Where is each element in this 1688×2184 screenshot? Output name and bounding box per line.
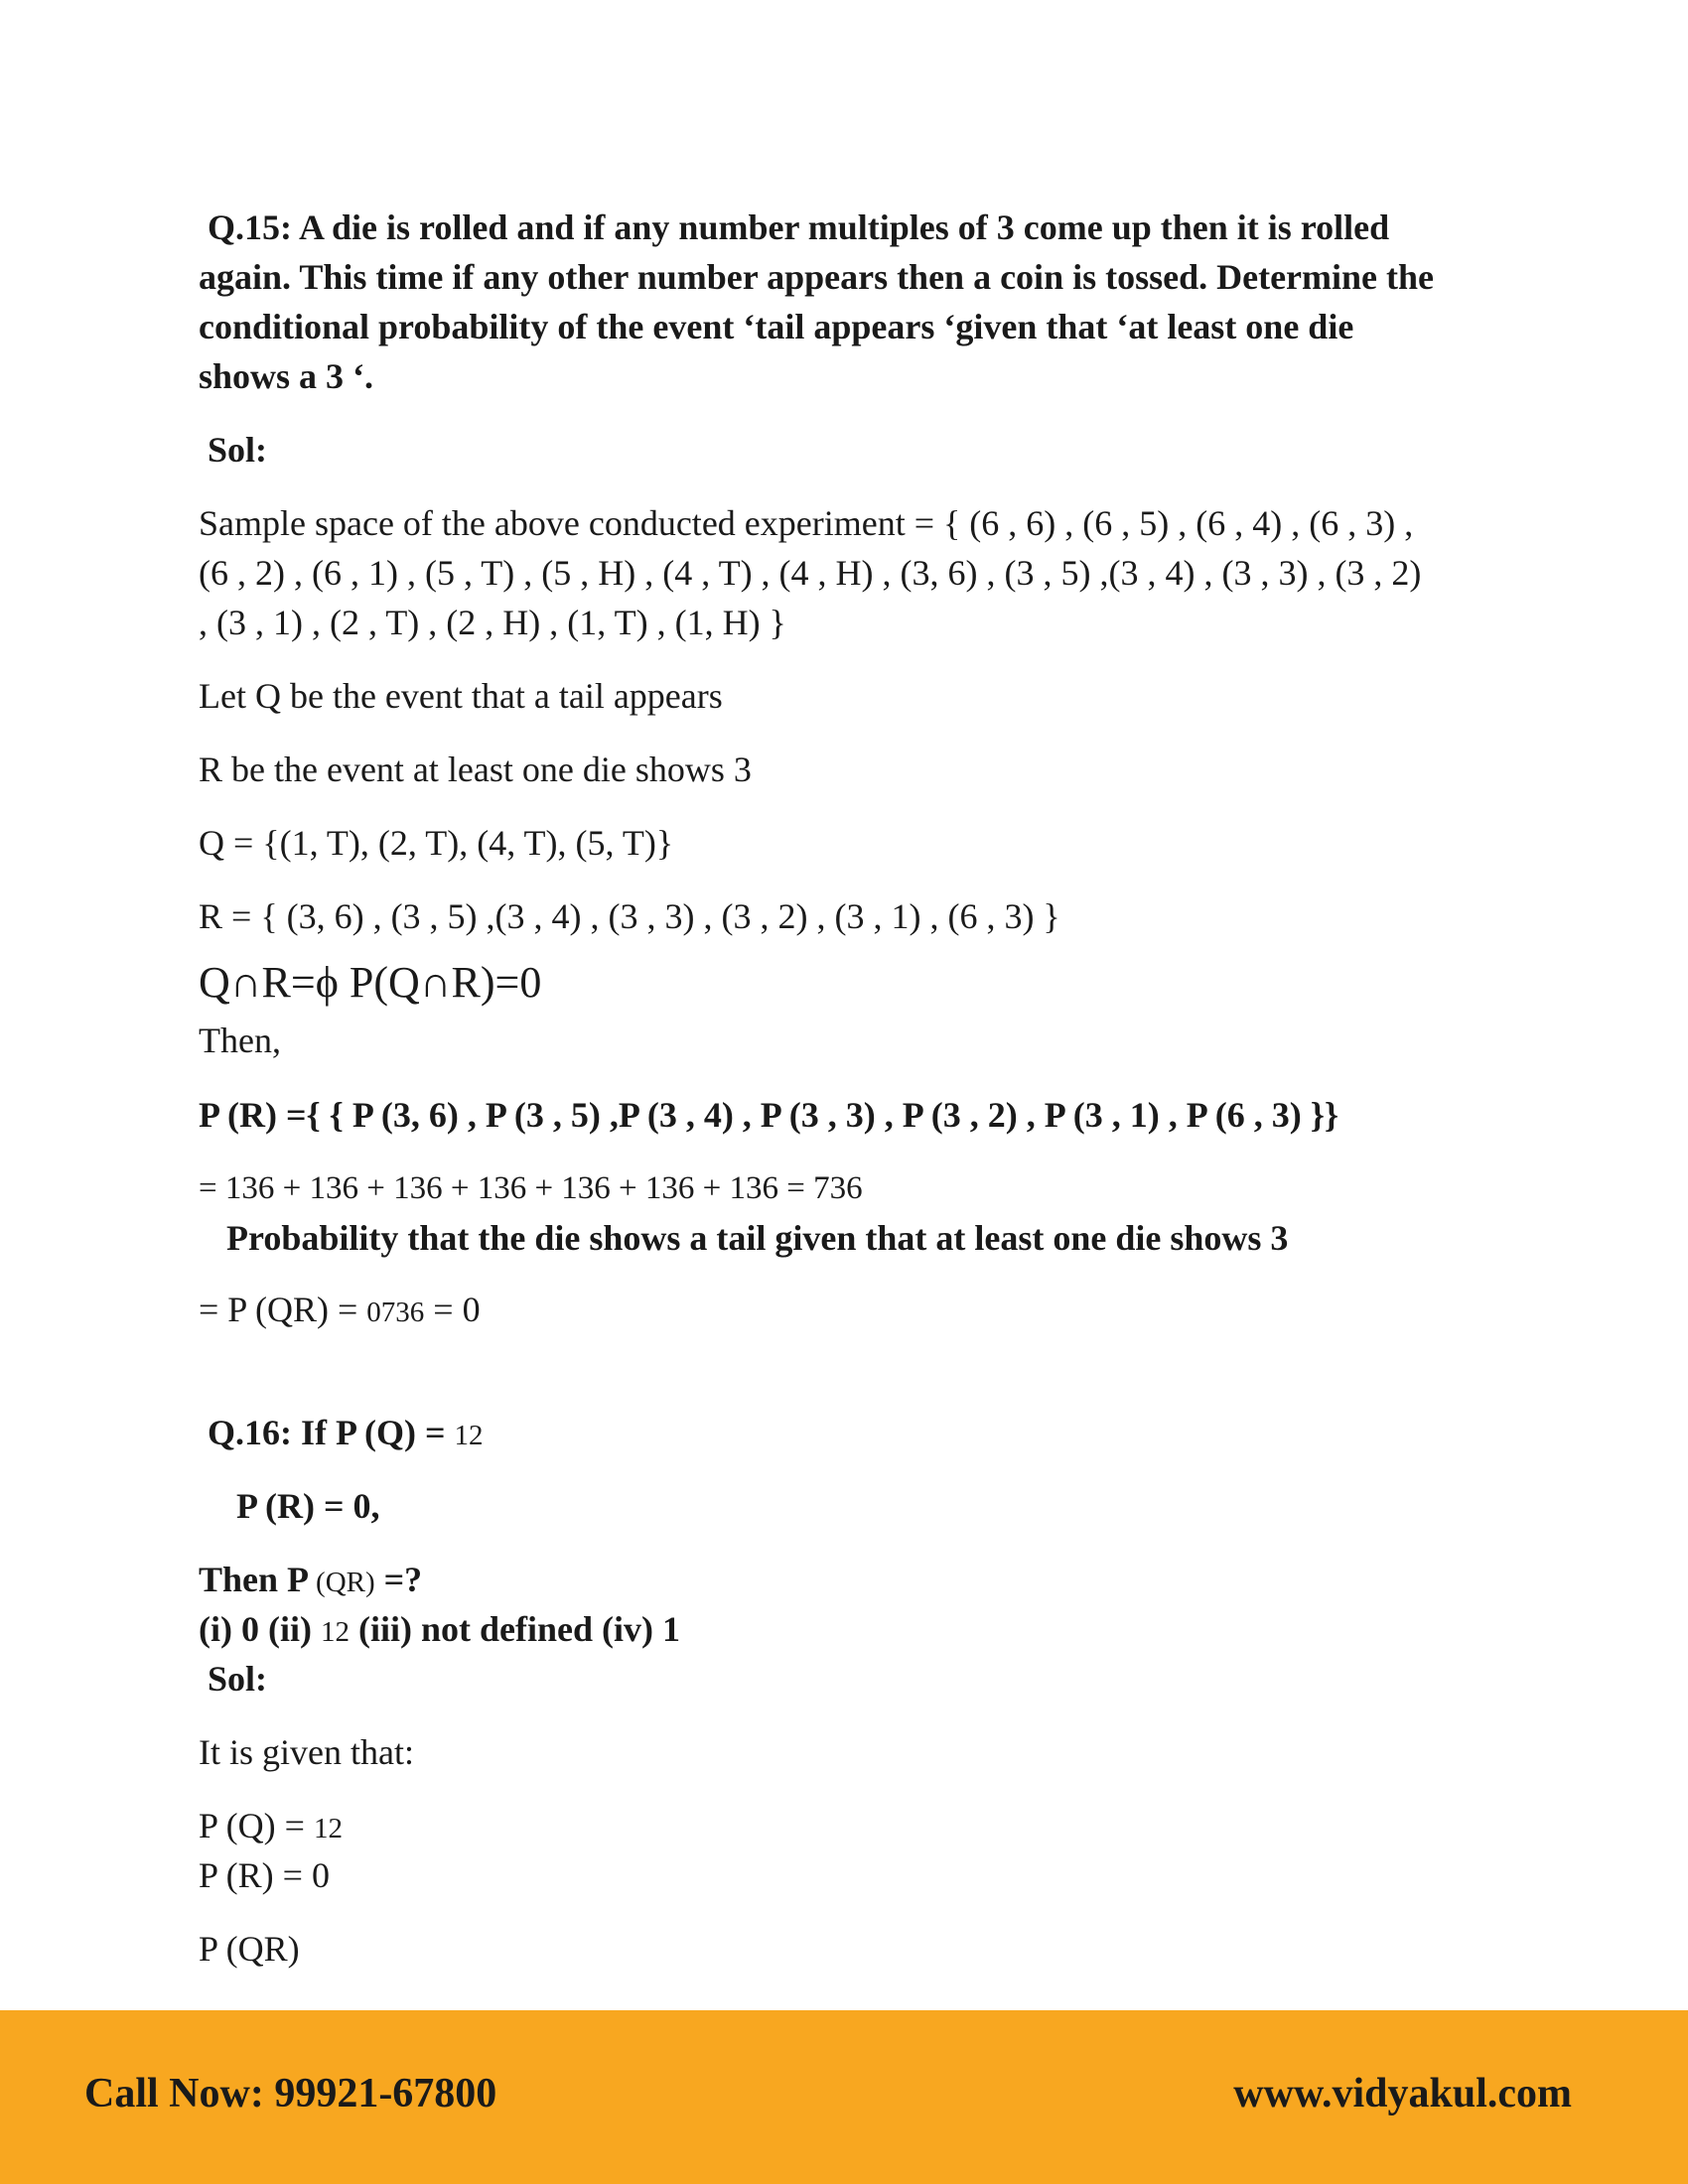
q16-then-question: =? [374, 1560, 423, 1599]
q16-then-expr: (QR) [316, 1567, 375, 1598]
let-q-text: Let Q be the event that a tail appears [199, 676, 723, 716]
q16-title [208, 1408, 483, 1460]
pq-given [199, 1801, 343, 1853]
call-now-text: Call Now: 99921-67800 [84, 2071, 497, 2116]
website-link[interactable]: www.vidyakul.com [1233, 2071, 1572, 2116]
footer-bar [0, 2010, 1688, 2184]
probability-heading: Probability that the die shows a tail given that at least one die shows 3 [226, 1218, 1289, 1258]
q15-line-4: shows a 3 ‘. [199, 356, 374, 396]
intersection-line: Q∩R=ϕ P(Q∩R)=0 [199, 958, 542, 1007]
sum-line: = 136 + 136 + 136 + 136 + 136 + 136 + 136 = 736 [199, 1170, 863, 1206]
q16-then-text: Then P [199, 1560, 317, 1599]
q16-pr: P (R) = 0, [236, 1486, 380, 1526]
q15-line-3: conditional probability of the event ‘tail appears ‘given that ‘at least one die [199, 307, 1354, 346]
pq-value: 12 [313, 1813, 343, 1844]
q-set: Q = {(1, T), (2, T), (4, T), (5, T)} [199, 823, 674, 863]
then-text: Then, [199, 1021, 281, 1060]
pqr-text: P (QR) [199, 1929, 300, 1969]
options-value: 12 [320, 1616, 350, 1648]
let-r-text: R be the event at least one die shows 3 [199, 750, 752, 789]
sample-space-line-1: Sample space of the above conducted experiment = { (6 , 6) , (6 , 5) , (6 , 4) , (6 , 3) , [199, 503, 1414, 543]
q16-sol-label: Sol: [208, 1659, 268, 1699]
q16-then [199, 1555, 422, 1607]
q16-title-value: 12 [454, 1420, 484, 1451]
answer-fraction: 0736 [366, 1297, 425, 1328]
options-rest: (iii) not defined (iv) 1 [349, 1609, 680, 1649]
q15-line-1: Q.15: A die is rolled and if any number multiples of 3 come up then it is rolled [208, 207, 1390, 247]
answer-result: = 0 [424, 1290, 481, 1329]
q15-answer [199, 1285, 481, 1337]
options-first: (i) 0 (ii) [199, 1609, 321, 1649]
r-set: R = { (3, 6) , (3 , 5) ,(3 , 4) , (3 , 3) , (3 , 2) , (3 , 1) , (6 , 3) } [199, 896, 1060, 936]
pr-given: P (R) = 0 [199, 1855, 330, 1895]
q16-options [199, 1604, 680, 1657]
answer-prefix: = P (QR) = [199, 1290, 367, 1329]
given-text: It is given that: [199, 1732, 414, 1772]
pq-label: P (Q) = [199, 1806, 314, 1845]
q15-line-2: again. This time if any other number appears then a coin is tossed. Determine the [199, 257, 1435, 297]
pr-line: P (R) ={ { P (3, 6) , P (3 , 5) ,P (3 , 4) , P (3 , 3) , P (3 , 2) , P (3 , 1) , P (6 , 3) }} [199, 1095, 1339, 1135]
sample-space-line-2: (6 , 2) , (6 , 1) , (5 , T) , (5 , H) , (4 , T) , (4 , H) , (3, 6) , (3 , 5) ,(3 , 4) , (3 , 3) , (3 , 2) [199, 553, 1422, 593]
q16-title-text: Q.16: If P (Q) = [208, 1413, 455, 1452]
q15-sol-label: Sol: [208, 430, 268, 470]
sample-space-line-3: , (3 , 1) , (2 , T) , (2 , H) , (1, T) , (1, H) } [199, 603, 786, 642]
